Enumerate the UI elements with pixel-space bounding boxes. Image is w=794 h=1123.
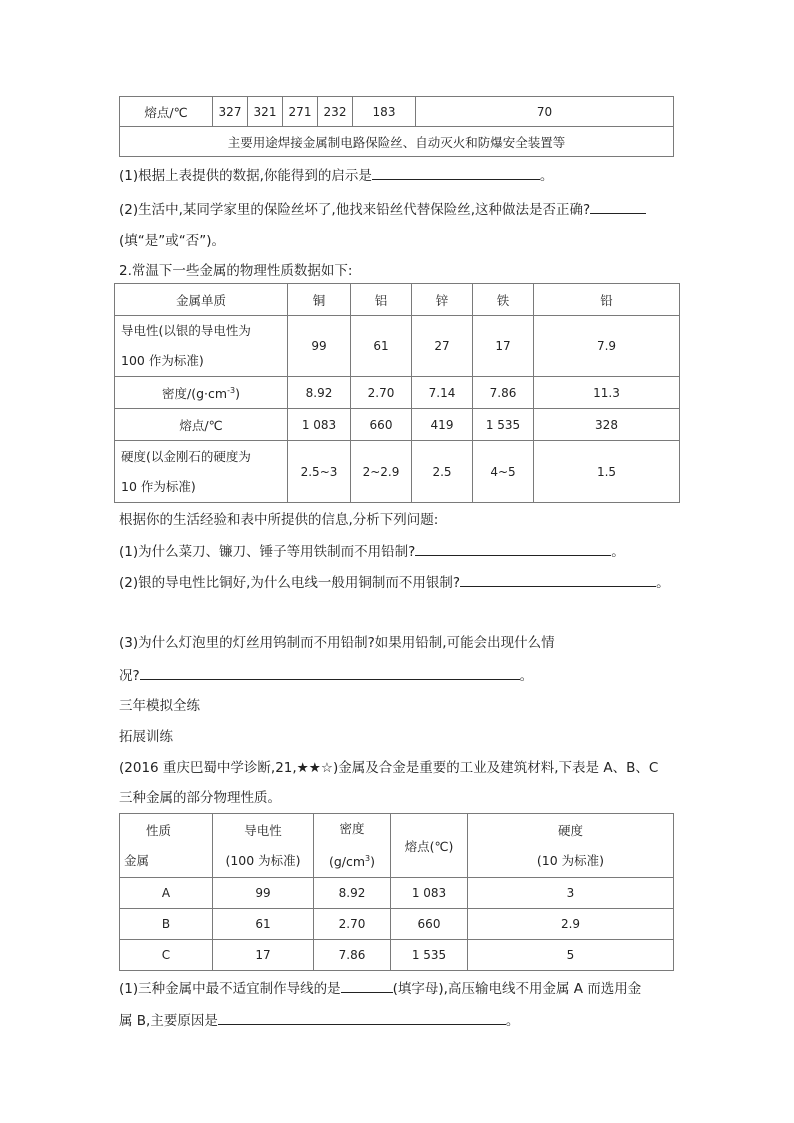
table-cell: 232 (318, 97, 353, 127)
answer-blank[interactable] (218, 1010, 506, 1025)
table-cell: 183 (353, 97, 416, 127)
abc-metal-table (119, 813, 674, 971)
table-cell: 2.5 (412, 441, 473, 503)
table-cell: 7.14 (412, 377, 473, 409)
table-row (120, 878, 674, 909)
question-2-title: 2.常温下一些金属的物理性质数据如下: (119, 263, 353, 279)
table-cell: 2.70 (351, 377, 412, 409)
header-hardness: 硬度 (10 为标准) (468, 814, 674, 878)
table-row (120, 909, 674, 940)
question-2-3: (3)为什么灯泡里的灯丝用钨制而不用铅制?如果用铅制,可能会出现什么情 (119, 635, 555, 651)
table-cell: 17 (473, 316, 534, 377)
table-cell: 7.86 (314, 940, 391, 971)
table-cell: 2~2.9 (351, 441, 412, 503)
table-cell: 328 (534, 409, 680, 441)
section-title: 三年模拟全练 (119, 698, 200, 714)
section-intro-cont: 三种金属的部分物理性质。 (119, 790, 281, 806)
row-label-hardness: 硬度(以金刚石的硬度为 10 作为标准) (115, 441, 288, 503)
header-conductivity: 导电性 (100 为标准) (213, 814, 314, 878)
table-row (120, 940, 674, 971)
question-2-2: (2)银的导电性比铜好,为什么电线一般用铜制而不用银制? 。 (119, 572, 670, 592)
table-cell: 7.86 (473, 377, 534, 409)
table-cell: 99 (288, 316, 351, 377)
row-label-melting: 熔点/℃ (115, 409, 288, 441)
table-cell: 7.9 (534, 316, 680, 377)
row-label-conductivity: 导电性(以银的导电性为 100 作为标准) (115, 316, 288, 377)
header-cell: 铝 (351, 284, 412, 316)
answer-blank[interactable] (341, 978, 393, 993)
header-cell: 铁 (473, 284, 534, 316)
header-cell: 金属单质 (115, 284, 288, 316)
question-1-2: (2)生活中,某同学家里的保险丝坏了,他找来铅丝代替保险丝,这种做法是否正确? (119, 199, 646, 219)
table-cell: 8.92 (314, 878, 391, 909)
table-cell: 2.9 (468, 909, 674, 940)
table-cell: 5 (468, 940, 674, 971)
table-cell: 1 083 (288, 409, 351, 441)
usage-cell: 主要用途焊接金属制电路保险丝、自动灭火和防爆安全装置等 (120, 127, 674, 157)
table-cell: 2.70 (314, 909, 391, 940)
row-label-density: 密度$/(g\cdot cm^{-3})$ (115, 377, 288, 409)
table-cell: 1 083 (391, 878, 468, 909)
table-cell: 660 (391, 909, 468, 940)
table-cell: 8.92 (288, 377, 351, 409)
question-2-intro: 根据你的生活经验和表中所提供的信息,分析下列问题: (119, 512, 439, 528)
header-melting: 熔点(℃) (391, 814, 468, 878)
question-1-2-fill: (填“是”或“否”)。 (119, 233, 226, 249)
header-density: 密度 $(g/cm^3)$ (314, 814, 391, 878)
row-label: 熔点/℃ (120, 97, 213, 127)
table-cell: C (120, 940, 213, 971)
question-3-1: (1)三种金属中最不适宜制作导线的是 (填字母),高压输电线不用金属 A 而选用金 (119, 978, 641, 998)
table-cell: A (120, 878, 213, 909)
header-cell: 锌 (412, 284, 473, 316)
answer-blank[interactable] (415, 541, 611, 556)
table-cell: 61 (351, 316, 412, 377)
table-cell: 1 535 (473, 409, 534, 441)
section-subtitle: 拓展训练 (119, 729, 173, 745)
corner-header: 性质 金属 (120, 814, 213, 878)
table-cell: 271 (283, 97, 318, 127)
table-cell: 99 (213, 878, 314, 909)
table-cell: 3 (468, 878, 674, 909)
table-cell: 327 (213, 97, 248, 127)
answer-blank[interactable] (372, 165, 540, 180)
table-cell: 27 (412, 316, 473, 377)
melting-point-table (119, 96, 674, 157)
question-1-1: (1)根据上表提供的数据,你能得到的启示是 。 (119, 165, 553, 185)
answer-blank[interactable] (140, 665, 520, 680)
header-cell: 铜 (288, 284, 351, 316)
section-intro: (2016 重庆巴蜀中学诊断,21,★★☆)金属及合金是重要的工业及建筑材料,下表是 A、B、C (119, 760, 659, 776)
table-cell: 70 (416, 97, 674, 127)
table-cell: 17 (213, 940, 314, 971)
question-3-1-cont: 属 B,主要原因是 。 (119, 1010, 519, 1030)
question-2-1: (1)为什么菜刀、镰刀、锤子等用铁制而不用铅制? 。 (119, 541, 625, 561)
header-cell: 铅 (534, 284, 680, 316)
answer-blank[interactable] (590, 199, 646, 214)
answer-blank[interactable] (460, 572, 656, 587)
table-cell: 1 535 (391, 940, 468, 971)
table-cell: 419 (412, 409, 473, 441)
table-cell: 11.3 (534, 377, 680, 409)
table-cell: 4~5 (473, 441, 534, 503)
table-cell: 2.5~3 (288, 441, 351, 503)
question-2-3-cont: 况? 。 (119, 665, 533, 685)
table-cell: 1.5 (534, 441, 680, 503)
table-cell: 61 (213, 909, 314, 940)
metal-properties-table (114, 283, 680, 503)
table-cell: 321 (248, 97, 283, 127)
table-cell: 660 (351, 409, 412, 441)
table-cell: B (120, 909, 213, 940)
